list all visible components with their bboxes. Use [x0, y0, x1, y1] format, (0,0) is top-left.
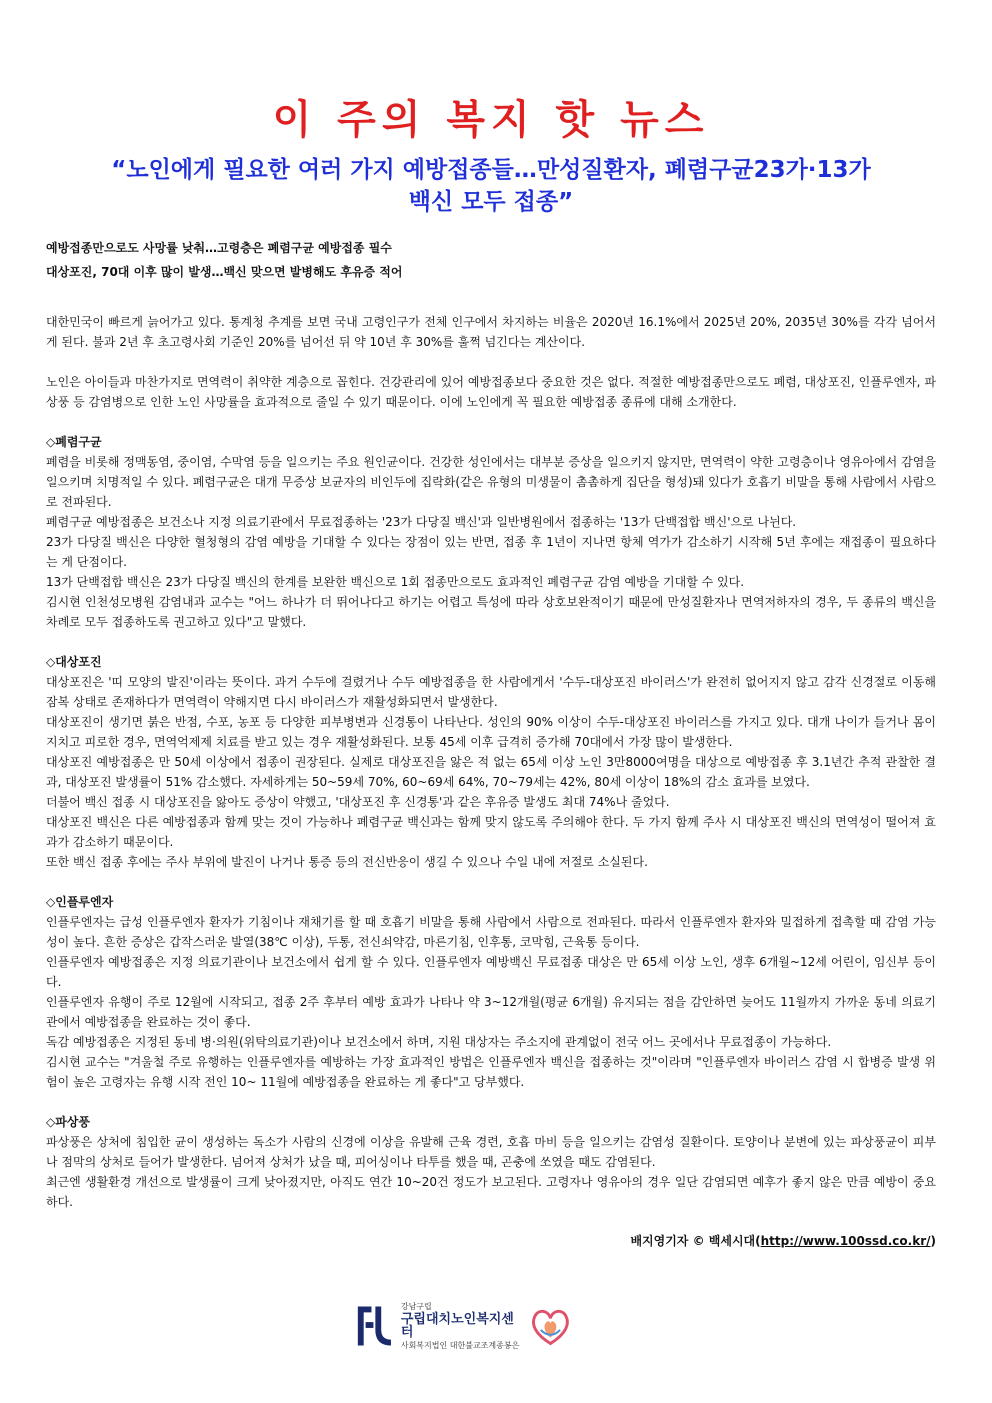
section-title-shingles: ◇대상포진	[46, 655, 102, 669]
byline	[46, 1232, 936, 1249]
article-headline	[46, 154, 936, 218]
section-paragraph: 인플루엔자는 급성 인플루엔자 환자가 기침이나 재채기를 할 때 호흡기 비말을 통해 사람에서 사람으로 전파된다. 따라서 인플루엔자 환자와 밀접하게 접촉할 때 감염 가능성이 높다. 흔한 증상은 갑작스러운 발열(38℃ 이상), 두통, 전신쇠약감, 마른기침, 인후통, 코막힘, 근육통 등이다.	[46, 915, 936, 949]
section-paragraph: 대상포진 예방접종은 만 50세 이상에서 접종이 권장된다. 실제로 대상포진을 앓은 적 없는 65세 이상 노인 3만8000여명을 대상으로 예방접종 후 3.1년간 추적 관찰한 결과, 대상포진 발생률이 51% 감소했다. 자세하게는 50~59세 70%, 60~69세 64%, 70~79세는 42%, 80세 이상이 18%의 감소 효과를 보였다.	[46, 755, 936, 789]
org-sub-label: 사회복지법인 대한불교조계종봉은	[400, 1341, 520, 1350]
section-paragraph: 또한 백신 접종 후에는 주사 부위에 발진이 나거나 통증 등의 전신반응이 생길 수 있으나 수일 내에 저절로 소실된다.	[46, 855, 648, 869]
section-paragraph: 인플루엔자 유행이 주로 12월에 시작되고, 접종 2주 후부터 예방 효과가 나타나 약 3~12개월(평균 6개월) 유지되는 점을 감안하면 늦어도 11월까지 가까운 동네 의료기관에서 예방접종을 완료하는 것이 좋다.	[46, 995, 936, 1029]
intro-paragraph-2: 노인은 아이들과 마찬가지로 면역력이 취약한 계층으로 꼽힌다. 건강관리에 있어 예방접종보다 중요한 것은 없다. 적절한 예방접종만으로도 폐렴, 대상포진, 인플루엔자, 파상풍 등 감염병으로 인한 노인 사망률을 효과적으로 줄일 수 있기 때문이다. 이에 노인에게 꼭 필요한 예방접종 종류에 대해 소개한다.	[46, 375, 936, 409]
section-title-pneumococcus: ◇폐렴구균	[46, 435, 102, 449]
section-paragraph: 김시현 인천성모병원 감염내과 교수는 "어느 하나가 더 뛰어나다고 하기는 어렵고 특성에 따라 상호보완적이기 때문에 만성질환자나 면역저하자의 경우, 두 종류의 백신을 차례로 모두 접종하도록 권고하고 있다"고 말했다.	[46, 595, 936, 629]
center-logo	[352, 1296, 572, 1356]
summary-line-2: 대상포진, 70대 이후 많이 발생…백신 맞으면 발병해도 후유증 적어	[46, 265, 403, 279]
section-paragraph: 대상포진 백신은 다른 예방접종과 함께 맞는 것이 가능하나 폐렴구균 백신과는 함께 맞지 않도록 주의해야 한다. 두 가지 함께 주사 시 대상포진 백신의 면역성이 떨어져 효과가 감소하기 때문이다.	[46, 815, 936, 849]
summary-line-1: 예방접종만으로도 사망률 낮춰…고령층은 폐렴구균 예방접종 필수	[46, 241, 392, 255]
section-paragraph: 최근엔 생활환경 개선으로 발생률이 크게 낮아졌지만, 아직도 연간 10~20건 정도가 보고된다. 고령자나 영유아의 경우 일단 감염되면 예후가 좋지 않은 만큼 예방이 중요하다.	[46, 1175, 936, 1209]
section-paragraph: 대상포진은 '띠 모양의 발진'이라는 뜻이다. 과거 수두에 걸렸거나 수두 예방접종을 한 사람에게서 '수두-대상포진 바이러스'가 완전히 없어지지 않고 감각 신경절로 이동해 잠복 상태로 존재하다가 면역력이 약해지면 다시 바이러스가 재활성화되면서 발생한다.	[46, 675, 936, 709]
org-name: 구립대치노인복지센터	[400, 1312, 514, 1340]
section-paragraph: 인플루엔자 예방접종은 지정 의료기관이나 보건소에서 쉽게 할 수 있다. 인플루엔자 예방백신 무료접종 대상은 만 65세 이상 노인, 생후 6개월~12세 어린이, 임신부 등이다.	[46, 955, 936, 989]
section-title-tetanus: ◇파상풍	[46, 1115, 91, 1129]
center-logo-text	[401, 1300, 523, 1352]
article-summary	[46, 236, 936, 284]
section-paragraph: 13가 단백접합 백신은 23가 다당질 백신의 한계를 보완한 백신으로 1회 접종만으로도 효과적인 폐렴구균 감염 예방을 기대할 수 있다.	[46, 575, 745, 589]
article	[46, 92, 936, 1249]
section-paragraph: 폐렴구균 예방접종은 보건소나 지정 의료기관에서 무료접종하는 '23가 다당질 백신'과 일반병원에서 접종하는 '13가 단백접합 백신'으로 나뉜다.	[46, 515, 797, 529]
page-title: 이 주의 복지 핫 뉴스	[272, 97, 710, 143]
center-logo-mark-icon	[352, 1302, 395, 1350]
section-paragraph: 김시현 교수는 "겨울철 주로 유행하는 인플루엔자를 예방하는 가장 효과적인 방법은 인플루엔자 백신을 접종하는 것"이라며 "인플루엔자 바이러스 감염 시 합병증 발생 위험이 높은 고령자는 유행 시작 전인 10~ 11월에 예방접종을 완료하는 게 좋다"고 당부했다.	[46, 1055, 936, 1089]
byline-text: 배지영기자 © 백세시대(	[630, 1234, 761, 1248]
byline-close: )	[930, 1234, 936, 1248]
section-paragraph: 파상풍은 상처에 침입한 균이 생성하는 독소가 사람의 신경에 이상을 유발해 근육 경련, 호흡 마비 등을 일으키는 감염성 질환이다. 토양이나 분변에 있는 파상풍균이 피부나 점막의 상처로 들어가 발생한다. 넘어져 상처가 났을 때, 피어싱이나 타투를 했을 때, 곤충에 쏘였을 때도 감염된다.	[46, 1135, 936, 1169]
article-body	[46, 312, 936, 1212]
section-title-influenza: ◇인플루엔자	[46, 895, 114, 909]
intro-paragraph-1: 대한민국이 빠르게 늙어가고 있다. 통계청 추계를 보면 국내 고령인구가 전체 인구에서 차지하는 비율은 2020년 16.1%에서 2025년 20%, 2035년 30%를 각각 넘어서게 된다. 불과 2년 후 초고령사회 기준인 20%를 넘어선 뒤 약 10년 후 30%를 훌쩍 넘긴다는 계산이다.	[46, 315, 936, 349]
section-paragraph: 독감 예방접종은 지정된 동네 병·의원(위탁의료기관)이나 보건소에서 하며, 지원 대상자는 주소지에 관계없이 전국 어느 곳에서나 무료접종이 가능하다.	[46, 1035, 832, 1049]
source-link[interactable]: http://www.100ssd.co.kr/	[760, 1234, 931, 1248]
heart-lotus-icon	[529, 1304, 572, 1348]
section-paragraph: 폐렴을 비롯해 정맥동염, 중이염, 수막염 등을 일으키는 주요 원인균이다. 건강한 성인에서는 대부분 증상을 일으키지 않지만, 면역력이 약한 고령층이나 영유아에서 감염을 일으키며 치명적일 수 있다. 폐렴구균은 대개 무증상 보균자의 비인두에 집락화(같은 유형의 미생물이 촘촘하게 집단을 형성)돼 있다가 호흡기 비말을 통해 사람에서 사람으로 전파된다.	[46, 455, 936, 509]
headline-line-1: “노인에게 필요한 여러 가지 예방접종들…만성질환자, 폐렴구균23가·13가	[111, 157, 871, 183]
section-paragraph: 더불어 백신 접종 시 대상포진을 앓아도 증상이 약했고, '대상포진 후 신경통'과 같은 후유증 발생도 최대 74%나 줄었다.	[46, 795, 670, 809]
headline-line-2: 백신 모두 접종”	[408, 189, 574, 215]
section-paragraph: 대상포진이 생기면 붉은 반점, 수포, 농포 등 다양한 피부병변과 신경통이 나타난다. 성인의 90% 이상이 수두-대상포진 바이러스를 가지고 있다. 대개 나이가 들거나 몸이 지치고 피로한 경우, 면역억제제 치료를 받고 있는 경우 재활성화된다. 보통 45세 이후 급격히 증가해 70대에서 가장 많이 발생한다.	[46, 715, 936, 749]
org-small-label: 강남구립	[400, 1302, 432, 1311]
section-paragraph: 23가 다당질 백신은 다양한 혈청형의 감염 예방을 기대할 수 있다는 장점이 있는 반면, 접종 후 1년이 지나면 항체 역가가 감소하기 시작해 5년 후에는 재접종이 필요하다는 게 단점이다.	[46, 535, 936, 569]
